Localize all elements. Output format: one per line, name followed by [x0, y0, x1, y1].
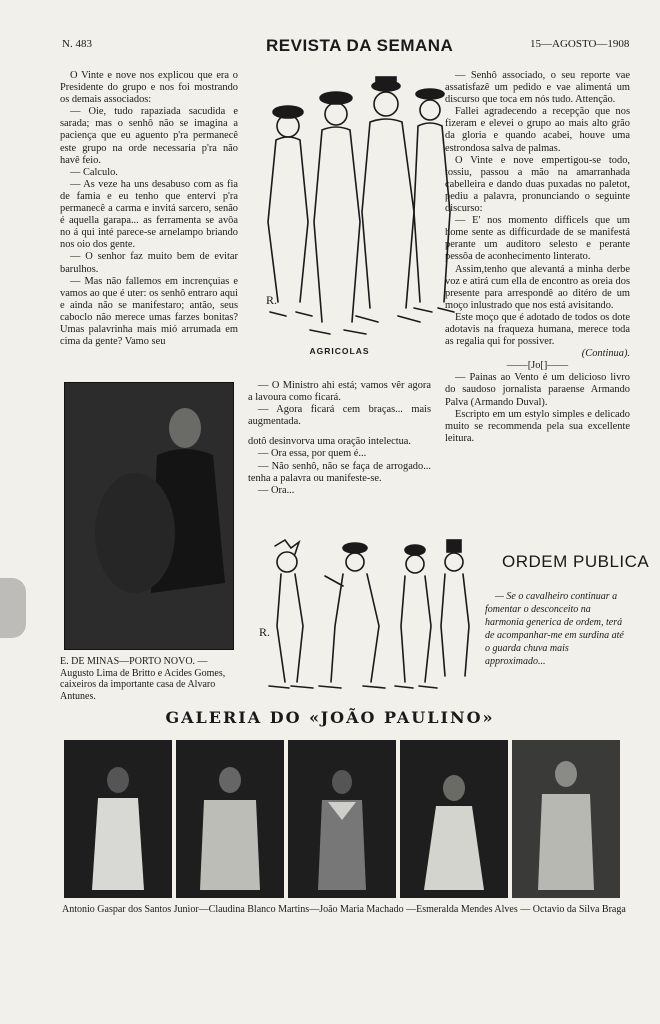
paragraph: Fallei agradecendo a recepção que nos fizeram e elevei o grupo ao mais alto grão da gloria e quando acabei, houve uma estrondosa salva de palmas. — [445, 106, 630, 154]
paragraph: — Se o cavalheiro continuar a fomentar o desconceito na harmonia generica de ordem, terá de acompanhar-me em surdina até o guarda chuva mais approximado... — [485, 591, 624, 667]
paragraph: O Vinte e nove empertigou-se todo, tossiu, passou a mão na amarranhada cabelleira e dando duas puxadas no paletot, pediu a palavra, pronunciando o seguinte discurso: — [445, 154, 630, 215]
paragraph: — Ora... — [258, 484, 295, 496]
ordem-publica-text — [485, 590, 630, 668]
paragraph: — Agora ficará cem braças... mais augmentada. — [248, 404, 431, 428]
ordem-publica-cartoon — [255, 536, 480, 694]
cartoon-signature: R. — [259, 625, 271, 639]
gallery-photo — [288, 740, 396, 898]
gallery-photo — [64, 740, 172, 898]
gallery-photo — [512, 740, 620, 898]
paragraph: Escripto em um estylo simples e delicado muito se recommenda pela sua excellente leitura. — [445, 408, 630, 444]
paragraph: — Mas não fallemos em incrençuias e vamos ao que é uter: os senhô entraro aqui e ainda não se manifestaro; antão, seus caboclo não merece umas farzes bonitas? Umas palavrinha mais mió arrumada em cima da gente? Vamo seu — [60, 275, 238, 348]
paragraph: — O Ministro ahi está; vamos vêr agora a lavoura como ficará. — [248, 380, 431, 404]
spacer — [248, 428, 431, 436]
paragraph: — O senhor faz muito bem de evitar barulhos. — [60, 251, 238, 275]
paragraph: Assim,tenho que alevantá a minha derbe voz e atirá cum ella de encontro as oreia dos presente para arrespondê ao ditéro de um moço inlustrado que nos está avisitando. — [445, 263, 630, 311]
section-divider: ——[Jo[]—— — [506, 360, 569, 372]
galeria-title: GALERIA DO «JOÃO PAULINO» — [165, 708, 495, 727]
paragraph: — Não senhô, não se faça de arrogado... tenha a palavra ou manifeste-se. — [248, 460, 431, 484]
paragraph: — Oie, tudo rapaziada sacudida e sarada; mas o senhô não se imagina a paciença que eu aguento p'ra permanecê este grupo na orde necessaria p'ra não havê feio. — [60, 106, 238, 166]
scan-shadow — [0, 578, 26, 638]
gallery-photos — [64, 740, 620, 900]
right-column-text — [445, 70, 630, 540]
issue-number: N. 483 — [62, 38, 92, 50]
paragraph: — As veze ha uns desabuso com as fia de famia e eu tenho que entervi p'ra permanecê a carma e invitá sarcero, senão é aquella garapa... as ferramenta se avôa no á qui inté parece-se arnelampo briando nos oio dos gente. — [60, 178, 238, 251]
agricolas-cartoon — [248, 72, 458, 340]
paragraph: Este moço que é adotado de todos os dote adotavis na fraqueza humana, merece toda as regalia qui for possiver. — [445, 311, 630, 348]
portrait-photo — [64, 382, 234, 650]
paragraph: dotô desinvorva uma oração intelectua. — [248, 436, 412, 448]
portrait-figure — [65, 383, 233, 649]
portrait-caption: E. DE MINAS—PORTO NOVO. —Augusto Lima de Britto e Acides Gomes, caixeiros da importante casa de Alvaro Antunes. — [60, 656, 226, 702]
paragraph: — Painas ao Vento é um delicioso livro do saudoso jornalista paraense Armando Palva (Armando Duval). — [445, 372, 630, 408]
paragraph: — Senhô associado, o seu reporte vae assatisfazê um pedido e vae alimentá um discurso que toca em nós tudo. Attenção. — [445, 70, 630, 106]
paragraph: — Calculo. — [70, 166, 118, 178]
cartoon-signature: R. — [266, 293, 278, 307]
continua-note: (Continua). — [581, 348, 630, 360]
middle-column-text — [248, 380, 431, 540]
paragraph: — Ora essa, por quem é... — [258, 448, 367, 460]
gallery-caption: Antonio Gaspar dos Santos Junior—Claudina Blanco Martins—João Maria Machado —Esmeralda Mendes Alves — Octavio da Silva Braga — [62, 904, 626, 915]
issue-date: 15—AGOSTO—1908 — [530, 38, 630, 50]
gallery-photo — [176, 740, 284, 898]
paragraph: — E' nos momento difficels que um home sente as difficurdade de se manifestá perante um auditoro selesto e perante pessôa de aconhecimento linterato. — [445, 215, 630, 263]
left-column-text — [60, 70, 238, 370]
ordem-publica-title: ORDEM PUBLICA — [502, 552, 650, 571]
cartoon-caption: AGRICOLAS — [309, 346, 370, 356]
gallery-photo — [400, 740, 508, 898]
magazine-title: REVISTA DA SEMANA — [266, 36, 454, 55]
paragraph: O Vinte e nove nos explicou que era o Presidente do grupo e nos foi mostrando os demais associados: — [60, 70, 238, 106]
